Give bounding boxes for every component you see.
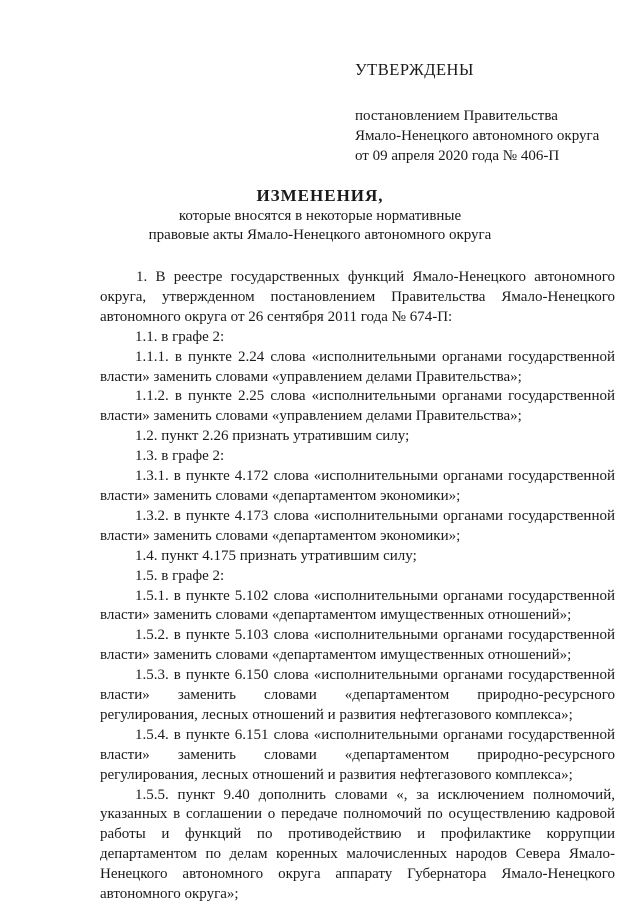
document-subtitle-line: которые вносятся в некоторые нормативные (178, 208, 462, 224)
document-subtitle-line: правовые акты Ямало-Ненецкого автономного округа (148, 227, 492, 243)
paragraph-1-1-1: 1.1.1. в пункте 2.24 слова «исполнительными органами государственной власти» заменить словами «управлением делами Правительства»; (100, 348, 615, 385)
paragraph-1-5-1: 1.5.1. в пункте 5.102 слова «исполнительными органами государственной власти» заменить словами «департаментом имущественных отношений»; (100, 587, 615, 624)
paragraph-1-3: 1.3. в графе 2: (135, 448, 225, 465)
document-title-block (0, 185, 640, 245)
approval-line: постановлением Правительства (355, 108, 558, 124)
paragraph-1-4: 1.4. пункт 4.175 признать утратившим силу; (135, 547, 417, 564)
approval-stamp (355, 60, 625, 166)
paragraph-1-5-5: 1.5.5. пункт 9.40 дополнить словами «, за исключением полномочий, указанных в соглашении о передаче полномочий по осуществлению кадровой работы и функций по противодействию и профилактике коррупции департаментом по делам коренных малочисленных народов Севера Ямало-Ненецкого автономного округа аппарату Губернатора Ямало-Ненецкого автономного округа»; (100, 786, 615, 903)
paragraph-1-2: 1.2. пункт 2.26 признать утратившим силу; (135, 428, 410, 445)
approval-line: Ямало-Ненецкого автономного округа (355, 128, 600, 144)
document-body (100, 268, 615, 905)
paragraph-1-3-2: 1.3.2. в пункте 4.173 слова «исполнительными органами государственной власти» заменить словами «департаментом экономики»; (100, 507, 615, 544)
paragraph-1-5-3: 1.5.3. в пункте 6.150 слова «исполнительными органами государственной власти» заменить словами «департаментом природно-ресурсного регулирования, лесных отношений и развития нефтегазового комплекса»; (100, 667, 615, 723)
paragraph-1-5-4: 1.5.4. в пункте 6.151 слова «исполнительными органами государственной власти» заменить словами «департаментом природно-ресурсного регулирования, лесных отношений и развития нефтегазового комплекса»; (100, 726, 615, 783)
paragraph-1-1: 1.1. в графе 2: (135, 328, 225, 345)
document-title: ИЗМЕНЕНИЯ, (256, 186, 384, 205)
approval-line: от 09 апреля 2020 года № 406-П (355, 148, 560, 164)
approval-heading: УТВЕРЖДЕНЫ (355, 60, 474, 79)
paragraph-1-1-2: 1.1.2. в пункте 2.25 слова «исполнительными органами государственной власти» заменить словами «управлением делами Правительства»; (100, 388, 615, 425)
paragraph-1-3-1: 1.3.1. в пункте 4.172 слова «исполнительными органами государственной власти» заменить словами «департаментом экономики»; (100, 468, 615, 504)
paragraph-1-5: 1.5. в графе 2: (135, 567, 225, 584)
paragraph-1: 1. В реестре государственных функций Ямало-Ненецкого автономного округа, утвержденном постановлением Правительства Ямало-Ненецкого автономного округа от 26 сентября 2011 года № 674-П: (100, 269, 615, 325)
paragraph-1-5-2: 1.5.2. в пункте 5.103 слова «исполнительными органами государственной власти» заменить словами «департаментом имущественных отношений»; (100, 627, 615, 664)
